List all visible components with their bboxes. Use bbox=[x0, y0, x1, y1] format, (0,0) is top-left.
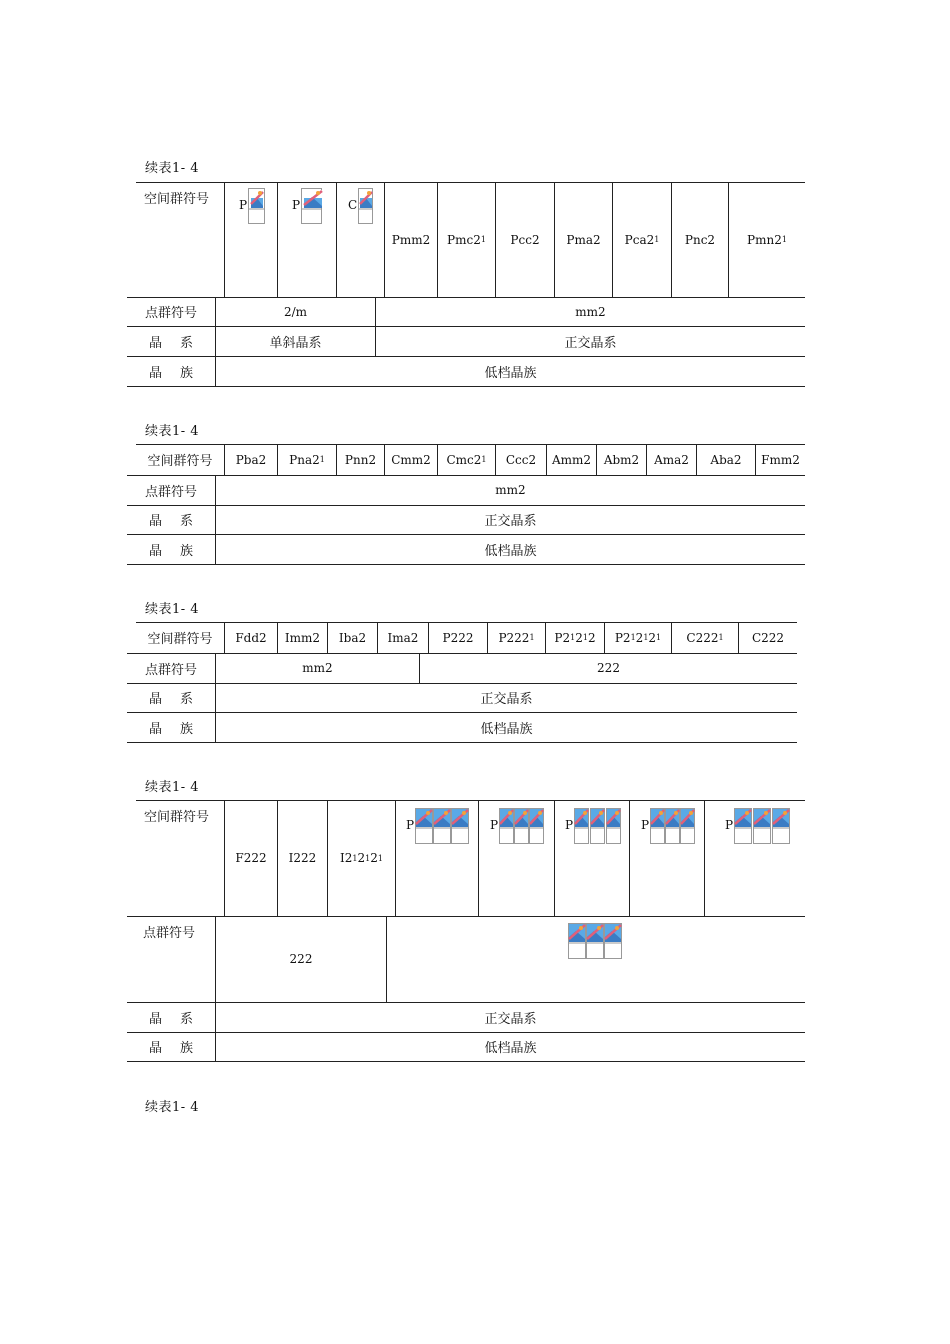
crystal-system-label: 晶 系 bbox=[148, 335, 194, 351]
space-group-cell: Imm2 bbox=[284, 630, 321, 645]
space-group-cell: P222 1 bbox=[498, 630, 535, 645]
table3-caption: 续表1- 4 bbox=[145, 602, 200, 617]
space-group-cell: Abm2 bbox=[603, 452, 640, 467]
space-group-image-2: P bbox=[292, 188, 329, 224]
space-group-cell: P222 bbox=[442, 630, 474, 645]
space-group-label: 空间群符号 bbox=[147, 454, 213, 469]
crystal-family-label: 晶 族 bbox=[148, 543, 194, 559]
broken-image-icon bbox=[415, 808, 471, 844]
space-group-cell: Pmn2 1 bbox=[747, 232, 787, 247]
space-group-cell: P2 1 2 1 2 bbox=[554, 630, 596, 645]
point-group-label: 点群符号 bbox=[144, 484, 197, 500]
point-group-label: 点群符号 bbox=[144, 306, 197, 321]
space-group-cell: Amm2 bbox=[551, 452, 592, 467]
point-group-value: 222 bbox=[289, 952, 313, 966]
space-group-cell: F222 bbox=[235, 851, 267, 865]
crystal-system-value: 单斜晶系 bbox=[269, 335, 322, 351]
space-group-cell: P2 1 2 1 2 1 bbox=[614, 630, 662, 645]
space-group-cell: Ima2 bbox=[387, 630, 419, 645]
space-group-image-4: P bbox=[406, 808, 471, 844]
space-group-cell: Pna2 1 bbox=[289, 452, 325, 467]
crystal-family-label: 晶 族 bbox=[148, 365, 194, 381]
broken-image-icon bbox=[568, 923, 624, 959]
crystal-system-label: 晶 系 bbox=[148, 692, 194, 707]
table2-caption: 续表1- 4 bbox=[145, 424, 200, 439]
space-group-image-8: P bbox=[725, 808, 790, 844]
point-group-label: 点群符号 bbox=[144, 662, 197, 678]
point-group-value: mm2 bbox=[495, 483, 526, 497]
point-group-image bbox=[568, 923, 624, 959]
space-group-label: 空间群符号 bbox=[147, 632, 213, 647]
crystal-system-value: 正交晶系 bbox=[564, 335, 617, 351]
broken-image-icon bbox=[734, 808, 790, 844]
point-group-value: 222 bbox=[597, 661, 620, 675]
crystal-system-value: 正交晶系 bbox=[480, 692, 533, 707]
space-group-cell: Pba2 bbox=[235, 452, 267, 467]
space-group-cell: Ama2 bbox=[654, 452, 689, 467]
space-group-image-3: C bbox=[348, 188, 375, 224]
space-group-cell: Fdd2 bbox=[235, 630, 267, 645]
point-group-value: mm2 bbox=[575, 304, 606, 319]
space-group-cell: Pnc2 bbox=[684, 232, 716, 247]
space-group-cell: Pma2 bbox=[566, 232, 601, 247]
broken-image-icon bbox=[499, 808, 545, 844]
space-group-image-1: P bbox=[239, 188, 265, 224]
broken-image-icon bbox=[301, 188, 329, 224]
broken-image-icon bbox=[358, 188, 375, 224]
crystal-family-value: 低档晶族 bbox=[480, 721, 533, 737]
space-group-cell: Fmm2 bbox=[761, 452, 800, 467]
crystal-family-value: 低档晶族 bbox=[484, 365, 537, 381]
space-group-cell: Ccc2 bbox=[505, 452, 537, 467]
crystal-system-value: 正交晶系 bbox=[484, 514, 537, 529]
space-group-image-6: P bbox=[565, 808, 624, 844]
crystal-system-value: 正交晶系 bbox=[484, 1011, 537, 1027]
space-group-cell: Cmc2 1 bbox=[446, 452, 487, 467]
space-group-cell: Iba2 bbox=[338, 630, 367, 645]
space-group-cell: Pca2 1 bbox=[624, 232, 660, 247]
broken-image-icon bbox=[650, 808, 696, 844]
table5-caption: 续表1- 4 bbox=[145, 1100, 200, 1115]
table1-caption: 续表1- 4 bbox=[145, 161, 200, 176]
broken-image-icon bbox=[248, 188, 265, 224]
table4-caption: 续表1- 4 bbox=[145, 780, 200, 795]
space-group-cell: C222 1 bbox=[686, 630, 724, 645]
space-group-cell: Aba2 bbox=[710, 452, 742, 467]
space-group-cell: Pcc2 bbox=[510, 232, 540, 247]
crystal-system-label: 晶 系 bbox=[148, 1011, 194, 1027]
crystal-system-label: 晶 系 bbox=[148, 514, 194, 529]
crystal-family-label: 晶 族 bbox=[148, 721, 194, 737]
space-group-cell: I222 bbox=[288, 851, 317, 865]
crystal-family-value: 低档晶族 bbox=[484, 1041, 537, 1056]
space-group-cell: Pmc2 1 bbox=[447, 232, 486, 247]
space-group-label: 空间群符号 bbox=[144, 810, 210, 825]
crystal-family-value: 低档晶族 bbox=[484, 543, 537, 559]
point-group-value: mm2 bbox=[302, 661, 333, 675]
space-group-cell: C222 bbox=[751, 630, 785, 645]
point-group-label: 点群符号 bbox=[143, 926, 196, 941]
space-group-cell: Pmm2 bbox=[391, 232, 431, 247]
space-group-label: 空间群符号 bbox=[144, 192, 210, 207]
space-group-cell: I2 1 2 1 2 1 bbox=[340, 851, 383, 865]
space-group-cell: Cmm2 bbox=[391, 452, 431, 467]
space-group-cell: Pnn2 bbox=[344, 452, 377, 467]
space-group-image-5: P bbox=[490, 808, 545, 844]
broken-image-icon bbox=[574, 808, 624, 844]
crystal-family-label: 晶 族 bbox=[148, 1041, 194, 1056]
point-group-value: 2/m bbox=[283, 304, 308, 319]
space-group-image-7: P bbox=[641, 808, 696, 844]
